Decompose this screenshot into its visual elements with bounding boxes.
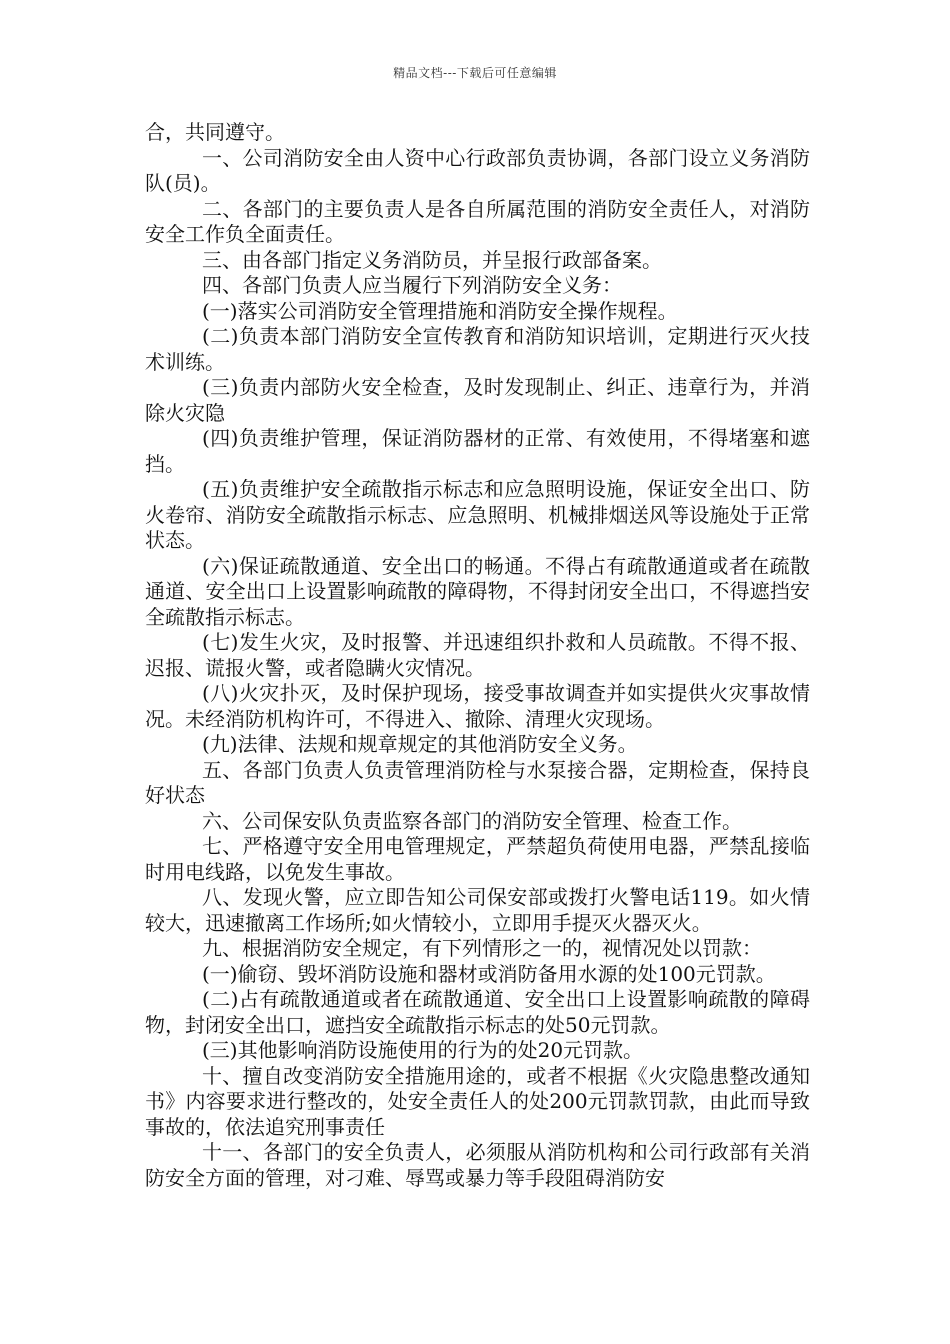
paragraph: 三、由各部门指定义务消防员，并呈报行政部备案。	[202, 247, 662, 272]
paragraph: 二、各部门的主要负责人是各自所属范围的消防安全责任人，对消防安全工作负全面责任。	[145, 196, 810, 246]
paragraph: 五、各部门负责人负责管理消防栓与水泵接合器，定期检查，保持良好状态	[145, 757, 810, 807]
paragraph: 四、各部门负责人应当履行下列消防安全义务：	[202, 273, 622, 297]
paragraph: (三)负责内部防火安全检查，及时发现制止、纠正、违章行为，并消除火灾隐	[145, 375, 810, 425]
paragraph: (一)偷窃、毁坏消防设施和器材或消防备用水源的处100元罚款。	[202, 961, 776, 986]
paragraph: (二)占有疏散通道或者在疏散通道、安全出口上设置影响疏散的障碍物，封闭安全出口，遮挡安全疏散指示标志的处50元罚款。	[145, 987, 810, 1037]
paragraph: 合，共同遵守。	[145, 120, 285, 144]
paragraph: 九、根据消防安全规定，有下列情形之一的，视情况处以罚款：	[202, 936, 762, 960]
document-body	[145, 120, 810, 1191]
paragraph: (六)保证疏散通道、安全出口的畅通。不得占有疏散通道或者在疏散通道、安全出口上设置影响疏散的障碍物，不得封闭安全出口，不得遮挡安全疏散指示标志。	[145, 553, 810, 629]
paragraph: (七)发生火灾，及时报警、并迅速组织扑救和人员疏散。不得不报、迟报、谎报火警，或者隐瞒火灾情况。	[145, 630, 810, 680]
paragraph: 八、发现火警，应立即告知公司保安部或拨打火警电话119。如火情较大，迅速撤离工作场所;如火情较小，立即用手提灭火器灭火。	[145, 885, 810, 935]
paragraph: 十一、各部门的安全负责人，必须服从消防机构和公司行政部有关消防安全方面的管理，对刁难、辱骂或暴力等手段阻碍消防安	[145, 1140, 810, 1190]
paragraph: (五)负责维护安全疏散指示标志和应急照明设施，保证安全出口、防火卷帘、消防安全疏散指示标志、应急照明、机械排烟送风等设施处于正常状态。	[145, 477, 810, 552]
paragraph: (九)法律、法规和规章规定的其他消防安全义务。	[202, 732, 638, 756]
paragraph: (二)负责本部门消防安全宣传教育和消防知识培训，定期进行灭火技术训练。	[145, 324, 810, 374]
paragraph: 七、严格遵守安全用电管理规定，严禁超负荷使用电器，严禁乱接临时用电线路，以免发生事故。	[145, 834, 810, 884]
paragraph: (一)落实公司消防安全管理措施和消防安全操作规程。	[202, 298, 678, 323]
paragraph: (四)负责维护管理，保证消防器材的正常、有效使用，不得堵塞和遮挡。	[145, 426, 810, 476]
paragraph: 十、擅自改变消防安全措施用途的，或者不根据《火灾隐患整改通知书》内容要求进行整改的，处安全责任人的处200元罚款罚款，由此而导致事故的，依法追究刑事责任	[145, 1063, 810, 1139]
page-header: 精品文档---下载后可任意编辑	[393, 66, 557, 80]
paragraph: 六、公司保安队负责监察各部门的消防安全管理、检查工作。	[202, 808, 742, 833]
paragraph: (八)火灾扑灭，及时保护现场，接受事故调查并如实提供火灾事故情况。未经消防机构许可，不得进入、撤除、清理火灾现场。	[145, 681, 810, 731]
paragraph: (三)其他影响消防设施使用的行为的处20元罚款。	[202, 1038, 644, 1062]
paragraph: 一、公司消防安全由人资中心行政部负责协调，各部门设立义务消防队(员)。	[145, 145, 810, 195]
